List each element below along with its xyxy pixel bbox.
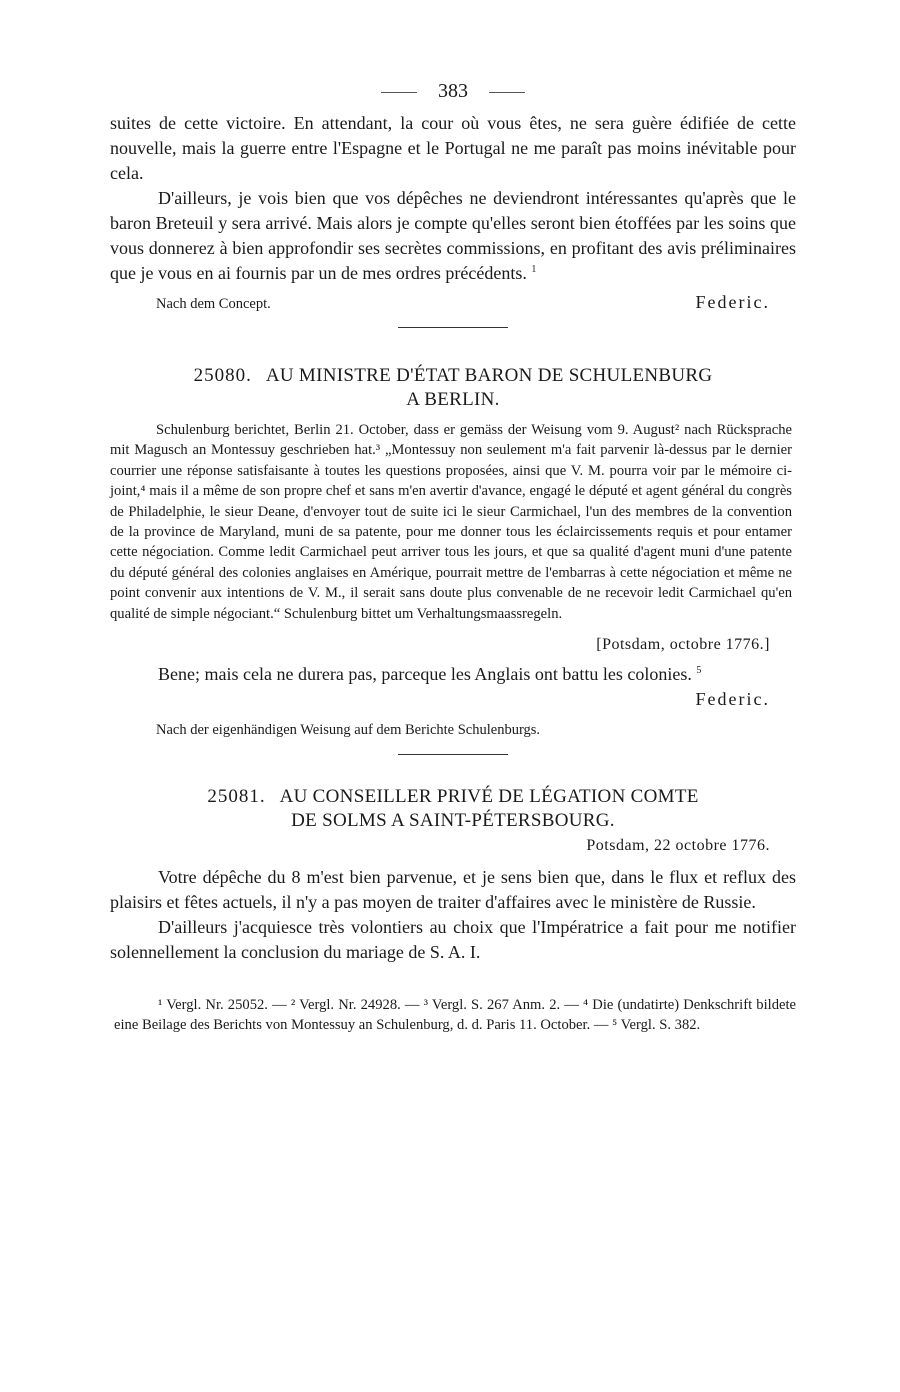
- footnotes-text: ¹ Vergl. Nr. 25052. — ² Vergl. Nr. 24928. — ³ Vergl. S. 267 Anm. 2. — ⁴ Die (undatirte) Denkschrift bildete eine Beilage des Berichts von Montessuy an Schulenburg, d. d. Paris 11. October. — ⁵ Vergl. S. 382.: [114, 997, 796, 1034]
- intro-paragraph-1: suites de cette victoire. En attendant, la cour où vous êtes, ne sera guère édifiée de cette nouvelle, mais la guerre entre l'Espagne et le Portugal ne me paraît pas moins inévitable pour cela.: [110, 113, 796, 183]
- intro-paragraph-2-text: D'ailleurs, je vois bien que vos dépêches ne deviendront intéressantes qu'après que le baron Breteuil y sera arrivé. Mais alors je compte qu'elles seront bien étoffées par les soins que vous donnerez à bien approfondir ses secrètes commissions, en profitant des avis préliminaires que je vous en ai fournis par un de mes ordres précédents.: [110, 188, 796, 283]
- doc1-source-note: Nach der eigenhändigen Weisung auf dem Berichte Schulenburgs.: [156, 722, 541, 739]
- doc1-signature-row: [110, 689, 796, 710]
- doc1-heading: [110, 364, 796, 412]
- doc1-heading-line1: AU MINISTRE D'ÉTAT BARON DE SCHULENBURG: [265, 365, 713, 386]
- header-dash-right: [489, 92, 525, 93]
- doc2-paragraph-2: D'ailleurs j'acquiesce très volontiers au choix que l'Impératrice a fait pour me notifier solennellement la conclusion du mariage de S. A. I.: [110, 917, 796, 963]
- page-header: [110, 80, 796, 103]
- doc1-heading-line2: A BERLIN.: [406, 389, 500, 410]
- doc1-number: 25080.: [193, 365, 252, 386]
- header-dash-left: [381, 92, 417, 93]
- doc1-summary-text: Schulenburg berichtet, Berlin 21. October, dass er gemäss der Weisung vom 9. August² nach Rücksprache mit Magusch an Montessuy geschrieben hat.³ „Montessuy non seulement m'a fait parvenir là-dessus par le dernier courrier une réponse satisfaisante à toutes les questions proposées, ainsi que V. M. pourra voir par le mémoire ci-joint,⁴ mais il a même de son propre chef et sans m'en avertir d'avance, engagé le député et agent général du congrès de Philadelphie, le sieur Deane, d'envoyer tout de suite ici le sieur Carmichael, l'un des membres de la convention de la province de Maryland, muni de sa patente, pour me donner tous les éclaircissements requis et pour entamer cette négociation. Comme ledit Carmichael peut arriver tous les jours, et que sa qualité d'agent muni d'une patente du député général des colonies anglaises en Amérique, pourrait mettre de l'embarras à cette négociation et même ne point convenir aux intentions de V. M., il serait sans doute plus convenable de ne recevoir ledit Carmichael qu'en qualité de simple négociant.“ Schulenburg bittet um Verhaltungsmaassregeln.: [110, 422, 792, 622]
- doc2-heading: [110, 785, 796, 833]
- intro-paragraph-2: [110, 186, 796, 286]
- doc1-place-date: [Potsdam, octobre 1776.]: [596, 636, 770, 654]
- doc2-heading-line2: DE SOLMS A SAINT-PÉTERSBOURG.: [291, 810, 615, 832]
- intro-source-note: Nach dem Concept.: [156, 296, 271, 312]
- doc2-number: 25081.: [207, 786, 266, 808]
- footnotes: [110, 995, 796, 1036]
- doc2-place-date: Potsdam, 22 octobre 1776.: [586, 837, 770, 855]
- doc1-body-text: Bene; mais cela ne durera pas, parceque les Anglais ont battu les colonies.: [158, 664, 692, 685]
- section-divider-1: [398, 327, 508, 328]
- intro-signature-row: [110, 292, 796, 313]
- footnote-mark: 1: [531, 264, 537, 275]
- doc1-body: [110, 662, 796, 687]
- page-number: 383: [438, 80, 468, 102]
- doc2-heading-line1: AU CONSEILLER PRIVÉ DE LÉGATION COMTE: [279, 786, 699, 808]
- intro-signature: Federic.: [695, 292, 770, 312]
- doc1-signature: Federic.: [695, 689, 770, 710]
- document-page: [110, 80, 796, 1036]
- doc1-summary: [110, 420, 796, 624]
- doc1-body-footnote-mark: 5: [696, 665, 702, 677]
- section-divider-2: [398, 754, 508, 755]
- doc2-paragraph-1: Votre dépêche du 8 m'est bien parvenue, et je sens bien que, dans le flux et reflux des plaisirs et fêtes actuels, il n'y a pas moyen de traiter d'affaires avec le ministère de Russie.: [110, 867, 796, 913]
